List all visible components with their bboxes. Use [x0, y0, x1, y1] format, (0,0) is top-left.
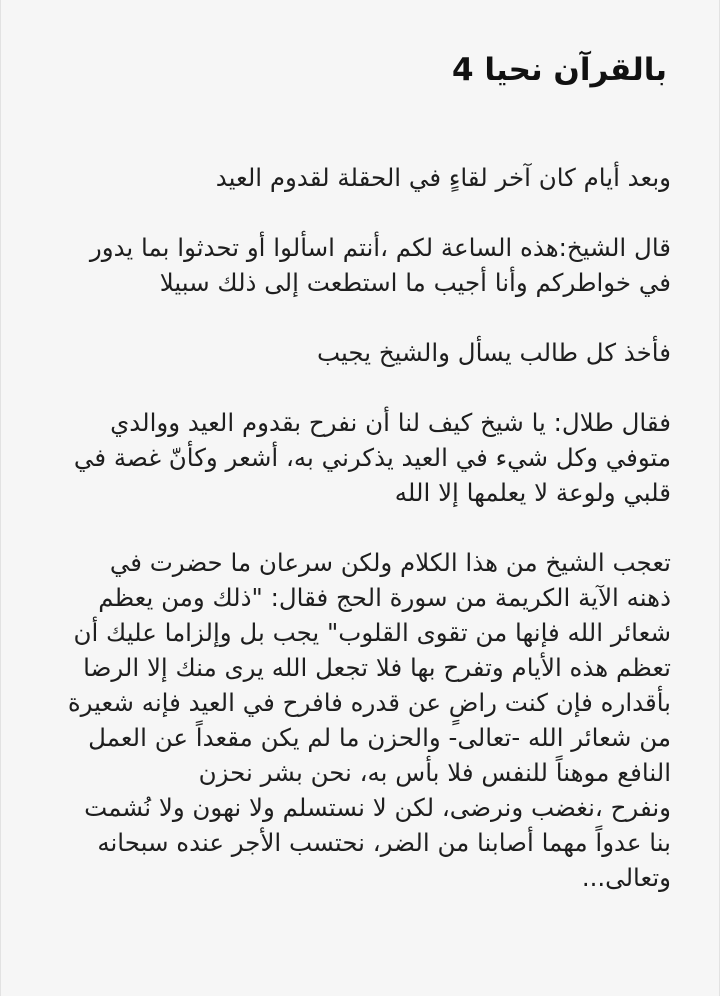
paragraph-line: ونفرح ،نغضب ونرضى، لكن لا نستسلم ولا نهون ولا نُشمت	[84, 793, 671, 822]
paragraph-line: تعجب الشيخ من هذا الكلام ولكن سرعان ما حضرت في	[109, 548, 671, 577]
paragraph-line: شعائر الله فإنها من تقوى القلوب" يجب بل وإلزاما عليك أن	[73, 618, 671, 647]
paragraph-line: فقال طلال: يا شيخ كيف لنا أن نفرح بقدوم العيد ووالدي	[110, 408, 671, 437]
paragraph-line: النافع موهناً للنفس فلا بأس به، نحن بشر نحزن	[198, 758, 671, 787]
paragraph-line: وتعالى...	[581, 863, 671, 892]
paragraph-line: متوفي وكل شيء في العيد يذكرني به، أشعر وكأنّ غصة في	[73, 443, 671, 472]
paragraph-5	[25, 545, 671, 895]
paragraph-line: بنا عدواً مهما أصابنا من الضر، نحتسب الأجر عنده سبحانه	[97, 828, 671, 857]
paragraph-line: بأقداره فإن كنت راضٍ عن قدره فافرح في العيد فإنه شعيرة	[67, 688, 671, 717]
paragraph-3	[25, 335, 671, 370]
paragraph-4	[25, 405, 671, 510]
document-title: بالقرآن نحيا 4	[451, 52, 667, 88]
paragraph-1	[25, 160, 671, 195]
paragraph-line: تعظم هذه الأيام وتفرح بها فلا تجعل الله يرى منك إلا الرضا	[83, 653, 671, 682]
paragraph-line: في خواطركم وأنا أجيب ما استطعت إلى ذلك سبيلا	[159, 268, 671, 297]
paragraph-line: قلبي ولوعة لا يعلمها إلا الله	[394, 478, 671, 507]
paragraph-line: فأخذ كل طالب يسأل والشيخ يجيب	[316, 338, 671, 367]
document-body	[25, 160, 671, 895]
paragraph-line: وبعد أيام كان آخر لقاءٍ في الحقلة لقدوم العيد	[215, 163, 671, 192]
paragraph-line: من شعائر الله -تعالى- والحزن ما لم يكن مقعداً عن العمل	[88, 723, 671, 752]
paragraph-2	[25, 230, 671, 300]
paragraph-line: ذهنه الآية الكريمة من سورة الحج فقال: "ذلك ومن يعظم	[98, 583, 671, 612]
paragraph-line: قال الشيخ:هذه الساعة لكم ،أنتم اسألوا أو تحدثوا بما يدور	[89, 233, 671, 262]
